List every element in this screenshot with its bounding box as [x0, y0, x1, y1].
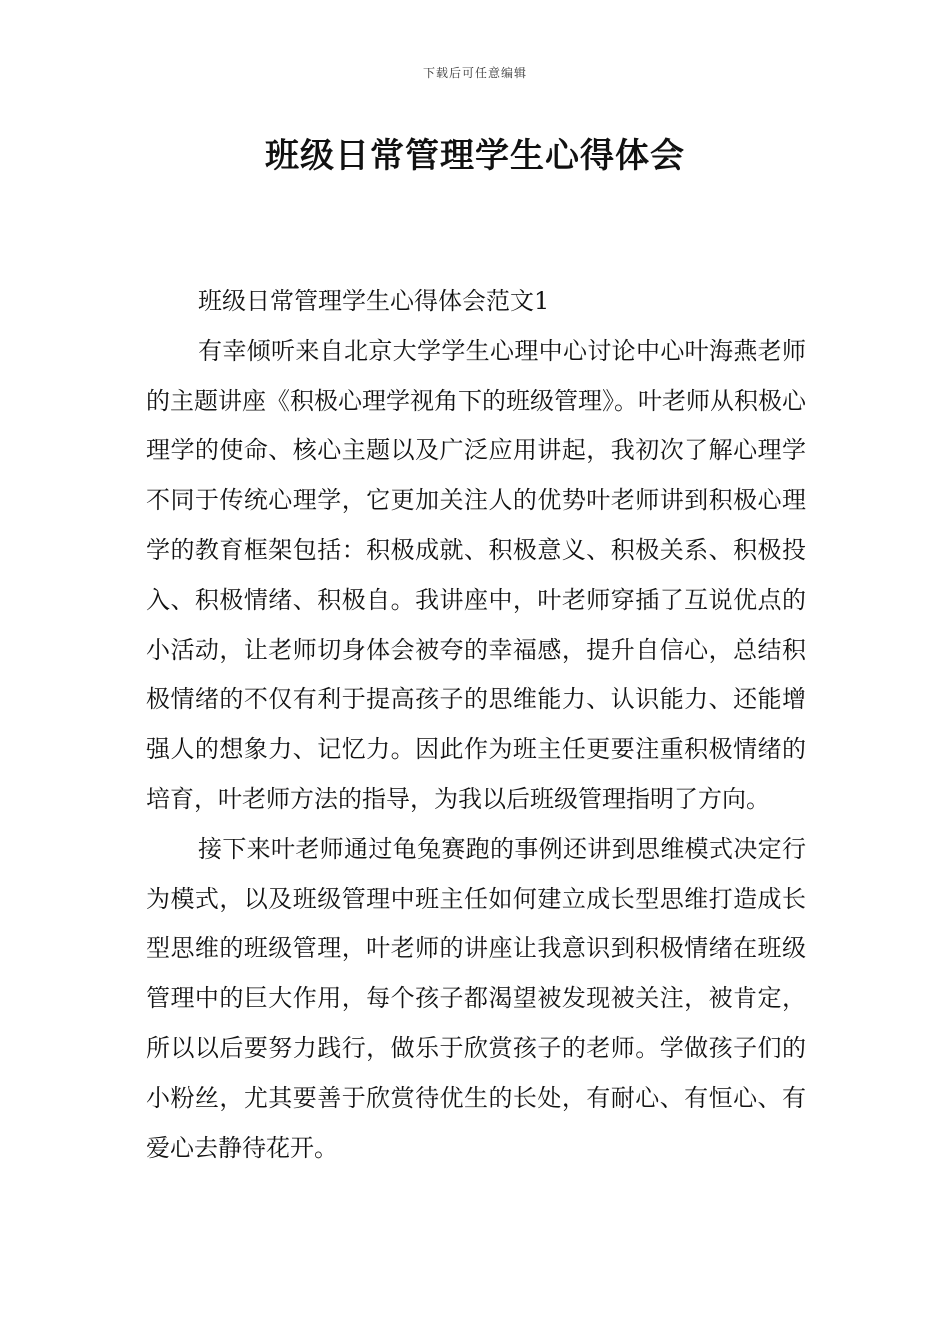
- paragraph-2: 接下来叶老师通过龟兔赛跑的事例还讲到思维模式决定行为模式，以及班级管理中班主任如何建立成长型思维打造成长型思维的班级管理，叶老师的讲座让我意识到积极情绪在班级管理中的巨大作用，每个孩子都渴望被发现被关注，被肯定，所以以后要努力践行，做乐于欣赏孩子的老师。学做孩子们的小粉丝，尤其要善于欣赏待优生的长处，有耐心、有恒心、有爱心去静待花开。: [146, 834, 806, 1162]
- document-title: 班级日常管理学生心得体会: [265, 136, 685, 176]
- document-body: [146, 277, 806, 1173]
- header-note: 下载后可任意编辑: [422, 66, 527, 80]
- section-subtitle: 班级日常管理学生心得体会范文1: [198, 287, 550, 315]
- paragraph-1: 有幸倾听来自北京大学学生心理中心讨论中心叶海燕老师的主题讲座《积极心理学视角下的班级管理》。叶老师从积极心理学的使命、核心主题以及广泛应用讲起，我初次了解心理学不同于传统心理学，它更加关注人的优势叶老师讲到积极心理学的教育框架包括：积极成就、积极意义、积极关系、积极投入、积极情绪、积极自。我讲座中，叶老师穿插了互说优点的小活动，让老师切身体会被夸的幸福感，提升自信心，总结积极情绪的不仅有利于提高孩子的思维能力、认识能力、还能增强人的想象力、记忆力。因此作为班主任更要注重积极情绪的培育，叶老师方法的指导，为我以后班级管理指明了方向。: [146, 336, 806, 813]
